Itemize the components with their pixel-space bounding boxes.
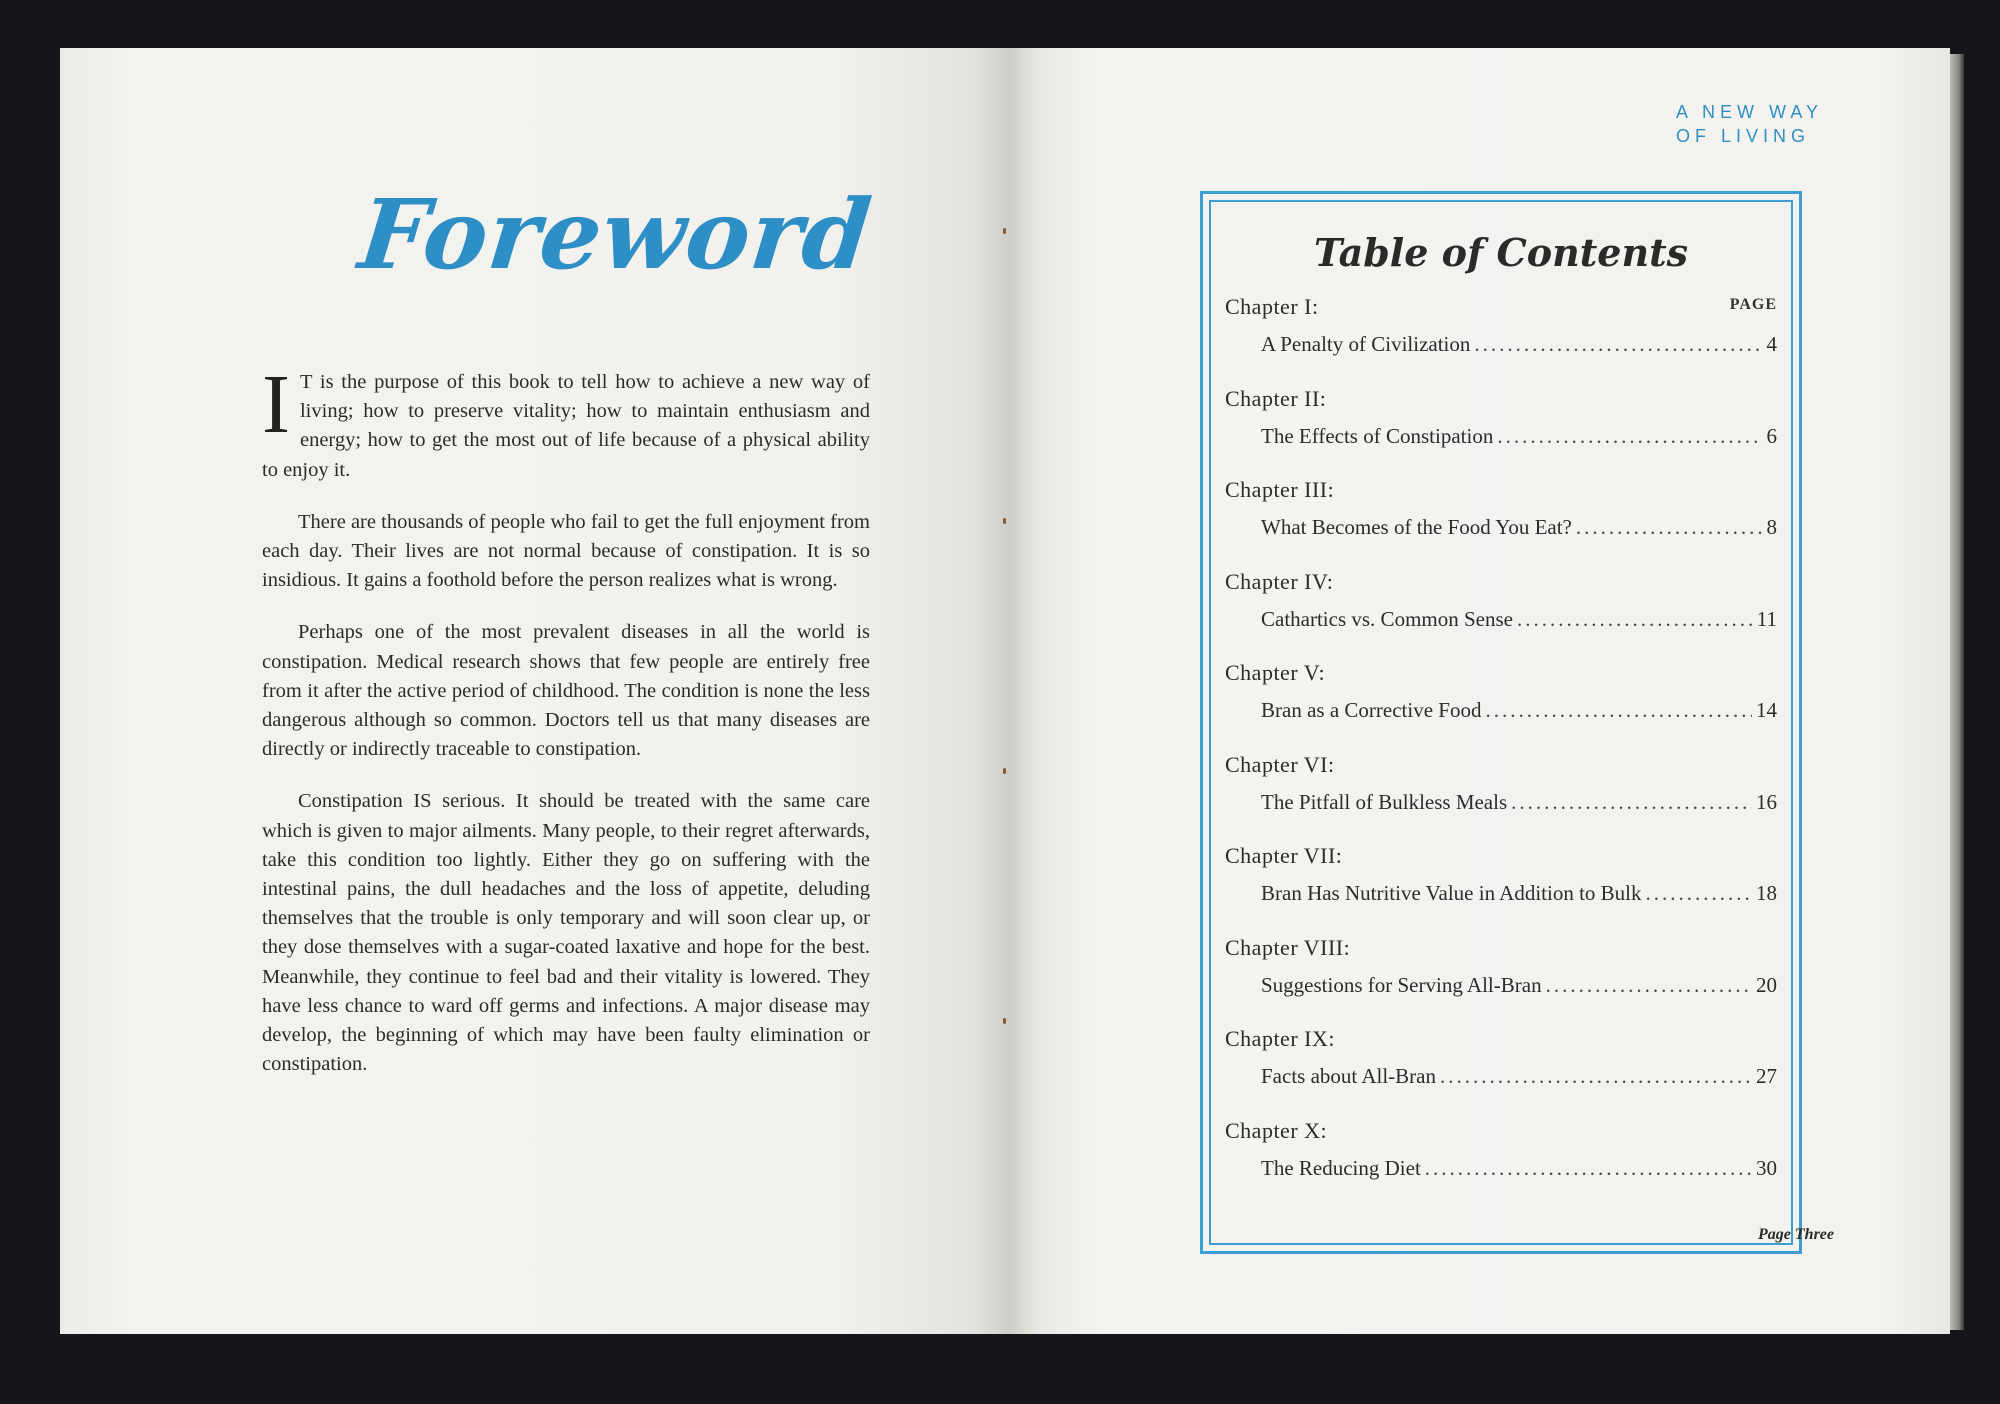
toc-entry-title: The Reducing Diet (1261, 1155, 1421, 1180)
toc-entry-title: Cathartics vs. Common Sense (1261, 606, 1513, 631)
page-stack-edge (1950, 54, 1964, 1330)
toc-entry-line (1261, 973, 1777, 998)
foreword-title: Foreword (354, 178, 877, 291)
toc-entry-title: What Becomes of the Food You Eat? (1261, 515, 1572, 539)
toc-entry (1225, 660, 1777, 752)
table-of-contents-frame (1200, 191, 1802, 1254)
toc-entry (1225, 1026, 1777, 1118)
toc-entry-page: 20 (1756, 972, 1777, 997)
running-head-line-2: OF LIVING (1676, 126, 1811, 146)
book-spread (60, 48, 1950, 1334)
toc-entry-line (1261, 607, 1777, 632)
toc-entry-title: A Penalty of Civilization (1261, 332, 1471, 356)
toc-leader-dots (1425, 1156, 1752, 1181)
toc-entry-title: Bran Has Nutritive Value in Addition to Bulk (1261, 881, 1642, 905)
toc-entry-title: Suggestions for Serving All-Bran (1261, 972, 1542, 997)
toc-entry-page: 11 (1756, 606, 1777, 631)
toc-entry-page: 6 (1766, 423, 1777, 448)
staple-mark (1003, 1018, 1006, 1024)
left-page (60, 48, 1010, 1334)
toc-page-column-label: PAGE (1729, 296, 1777, 313)
toc-chapter-label: Chapter VII: (1225, 843, 1343, 868)
staple-mark (1003, 518, 1006, 524)
toc-chapter-label: Chapter VI: (1225, 751, 1335, 777)
toc-entry-title: Bran as a Corrective Food (1261, 698, 1482, 722)
toc-entry (1225, 569, 1777, 661)
toc-entry-line (1261, 698, 1777, 723)
toc-leader-dots (1511, 790, 1752, 815)
toc-entry-line (1261, 1064, 1777, 1089)
toc-entry-line (1261, 1156, 1777, 1181)
toc-entry (1225, 843, 1777, 935)
toc-leader-dots (1546, 973, 1752, 998)
paragraph-1-text: T is the purpose of this book to tell how to achieve a new way of living; how to preserve vitality; how to maintain enthusiasm and energy; how to get the most out of life because of a physical ability to enjoy it. (262, 371, 870, 481)
toc-leader-dots (1474, 332, 1762, 357)
page-number: Page Three (1758, 1226, 1834, 1243)
toc-leader-dots (1440, 1064, 1752, 1089)
drop-cap: I (262, 358, 290, 451)
toc-chapter-label: Chapter I: (1225, 294, 1319, 319)
gutter-binding (1000, 48, 1008, 1334)
toc-leader-dots (1517, 607, 1753, 632)
toc-entry-page: 18 (1756, 881, 1777, 905)
toc-entry-page: 8 (1766, 515, 1777, 539)
toc-chapter-label: Chapter X: (1225, 1117, 1328, 1143)
toc-entry-line (1261, 515, 1777, 540)
staple-mark (1003, 768, 1006, 774)
foreword-paragraph-4: Constipation IS serious. It should be treated with the same care which is given to major ailments. Many people, to their regret afterwards, take this condition too lightly. Either they go on suffering with the intestinal pains, the dull headaches and the loss of appetite, deluding themselves that the trouble is only temporary and will soon clear up, or they dose themselves with a sugar-coated laxative and hope for the best. Meanwhile, they continue to feel bad and their vitality is lowered. They have less chance to ward off germs and infections. A major disease may develop, the beginning of which may have been faulty elimination or constipation. (262, 790, 870, 1076)
staple-mark (1003, 228, 1006, 234)
toc-entry-line (1261, 790, 1777, 815)
toc-entry (1225, 752, 1777, 844)
toc-entry-title: The Effects of Constipation (1261, 423, 1494, 448)
toc-title: Table of Contents (1313, 230, 1689, 275)
toc-chapter-label: Chapter IX: (1225, 1026, 1335, 1051)
toc-chapter-label: Chapter VIII: (1225, 934, 1351, 960)
toc-entry (1225, 477, 1777, 569)
toc-entry-page: 27 (1756, 1064, 1777, 1088)
toc-chapter-label: Chapter II: (1225, 385, 1327, 411)
running-head (1676, 100, 1876, 148)
toc-entry-page: 14 (1756, 698, 1777, 722)
toc-leader-dots (1576, 515, 1763, 540)
toc-entry-page: 30 (1756, 1155, 1777, 1180)
running-head-line-1: A NEW WAY (1676, 102, 1824, 122)
toc-entry (1225, 1118, 1777, 1210)
toc-entry-page: 4 (1766, 332, 1777, 356)
right-page (1010, 48, 1950, 1334)
toc-leader-dots (1497, 424, 1762, 449)
toc-chapter-label: Chapter III: (1225, 477, 1335, 502)
toc-entry-line (1261, 424, 1777, 449)
foreword-paragraph-2: There are thousands of people who fail to get the full enjoyment from each day. Their lives are not normal because of constipation. It is so insidious. It gains a foothold before the person realizes what is wrong. (262, 510, 870, 592)
toc-leader-dots (1485, 698, 1752, 723)
toc-entry-page: 16 (1756, 789, 1777, 814)
foreword-body (262, 358, 870, 1102)
toc-chapter-label: Chapter IV: (1225, 568, 1334, 594)
toc-entry-line (1261, 881, 1777, 906)
toc-leader-dots (1646, 881, 1752, 906)
foreword-paragraph-3: Perhaps one of the most prevalent diseases in all the world is constipation. Medical research shows that few people are entirely free from it after the active period of childhood. The condition is none the less dangerous although so common. Doctors tell us that many diseases are directly or indirectly traceable to constipation. (262, 621, 870, 761)
toc-entry (1225, 386, 1777, 478)
toc-entry-line (1261, 332, 1777, 357)
toc-entry-title: The Pitfall of Bulkless Meals (1261, 789, 1508, 814)
toc-chapter-label: Chapter V: (1225, 660, 1326, 685)
foreword-paragraph-1 (262, 358, 870, 485)
toc-entry (1225, 294, 1777, 386)
toc-entry-title: Facts about All-Bran (1261, 1064, 1436, 1088)
toc-entry (1225, 935, 1777, 1027)
toc-list (1225, 294, 1777, 1209)
